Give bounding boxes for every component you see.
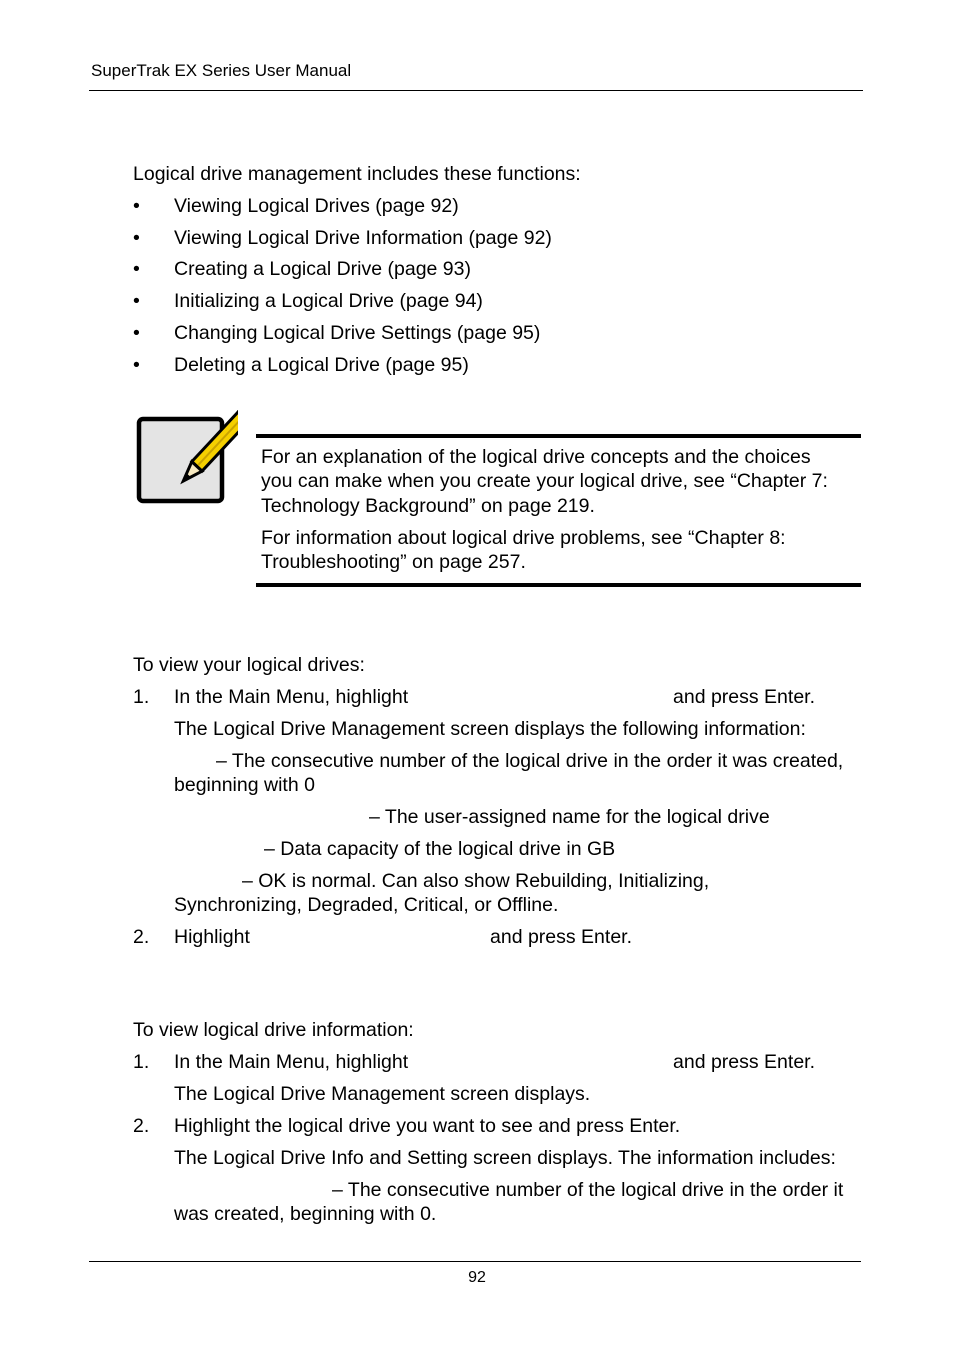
field-description: was created, beginning with 0. bbox=[174, 1203, 437, 1225]
note-text-line: you can make when you create your logical drive, see “Chapter 7: bbox=[261, 470, 828, 492]
list-item: Viewing Logical Drive Information (page 92) bbox=[174, 227, 552, 249]
list-item: Creating a Logical Drive (page 93) bbox=[174, 258, 471, 280]
field-description: – Data capacity of the logical drive in GB bbox=[264, 838, 616, 860]
step-text: and press Enter. bbox=[490, 926, 633, 948]
step-text: In the Main Menu, highlight bbox=[174, 1051, 409, 1073]
step-description: The Logical Drive Management screen displays the following information: bbox=[174, 718, 806, 740]
intro-text: Logical drive management includes these functions: bbox=[133, 163, 581, 185]
list-item: Viewing Logical Drives (page 92) bbox=[174, 195, 459, 217]
bullet: • bbox=[133, 195, 140, 217]
page-number: 92 bbox=[468, 1269, 486, 1286]
step-number: 2. bbox=[133, 1115, 150, 1137]
bullet: • bbox=[133, 258, 140, 280]
view-drives-intro: To view your logical drives: bbox=[133, 654, 365, 676]
field-description: – The consecutive number of the logical drive in the order it was created, bbox=[216, 750, 844, 772]
step-number: 1. bbox=[133, 1051, 150, 1073]
step-text: Highlight the logical drive you want to see and press Enter. bbox=[174, 1115, 681, 1137]
header-rule bbox=[89, 90, 863, 91]
bullet: • bbox=[133, 322, 140, 344]
step-text: and press Enter. bbox=[673, 686, 816, 708]
list-item: Deleting a Logical Drive (page 95) bbox=[174, 354, 469, 376]
bullet: • bbox=[133, 354, 140, 376]
field-description: – The consecutive number of the logical drive in the order it bbox=[332, 1179, 844, 1201]
pencil-note-icon bbox=[134, 404, 238, 506]
step-number: 2. bbox=[133, 926, 150, 948]
step-text: and press Enter. bbox=[673, 1051, 816, 1073]
field-description: – The user-assigned name for the logical drive bbox=[369, 806, 770, 828]
step-text: Highlight bbox=[174, 926, 250, 948]
running-header: SuperTrak EX Series User Manual bbox=[91, 61, 352, 80]
footer-rule bbox=[89, 1261, 861, 1262]
bullet: • bbox=[133, 227, 140, 249]
step-description: The Logical Drive Info and Setting screen displays. The information includes: bbox=[174, 1147, 836, 1169]
note-text-line: Troubleshooting” on page 257. bbox=[261, 551, 526, 573]
note-text-line: For an explanation of the logical drive concepts and the choices bbox=[261, 446, 811, 468]
note-bottom-rule bbox=[256, 583, 861, 587]
list-item: Initializing a Logical Drive (page 94) bbox=[174, 290, 483, 312]
field-description: – OK is normal. Can also show Rebuilding, Initializing, bbox=[242, 870, 710, 892]
step-number: 1. bbox=[133, 686, 150, 708]
step-description: The Logical Drive Management screen displays. bbox=[174, 1083, 591, 1105]
field-description: Synchronizing, Degraded, Critical, or Offline. bbox=[174, 894, 559, 916]
list-item: Changing Logical Drive Settings (page 95) bbox=[174, 322, 541, 344]
note-top-rule bbox=[256, 434, 861, 438]
field-description: beginning with 0 bbox=[174, 774, 315, 796]
note-text-line: For information about logical drive problems, see “Chapter 8: bbox=[261, 527, 786, 549]
bullet: • bbox=[133, 290, 140, 312]
note-text-line: Technology Background” on page 219. bbox=[261, 495, 595, 517]
view-info-intro: To view logical drive information: bbox=[133, 1019, 414, 1041]
step-text: In the Main Menu, highlight bbox=[174, 686, 409, 708]
